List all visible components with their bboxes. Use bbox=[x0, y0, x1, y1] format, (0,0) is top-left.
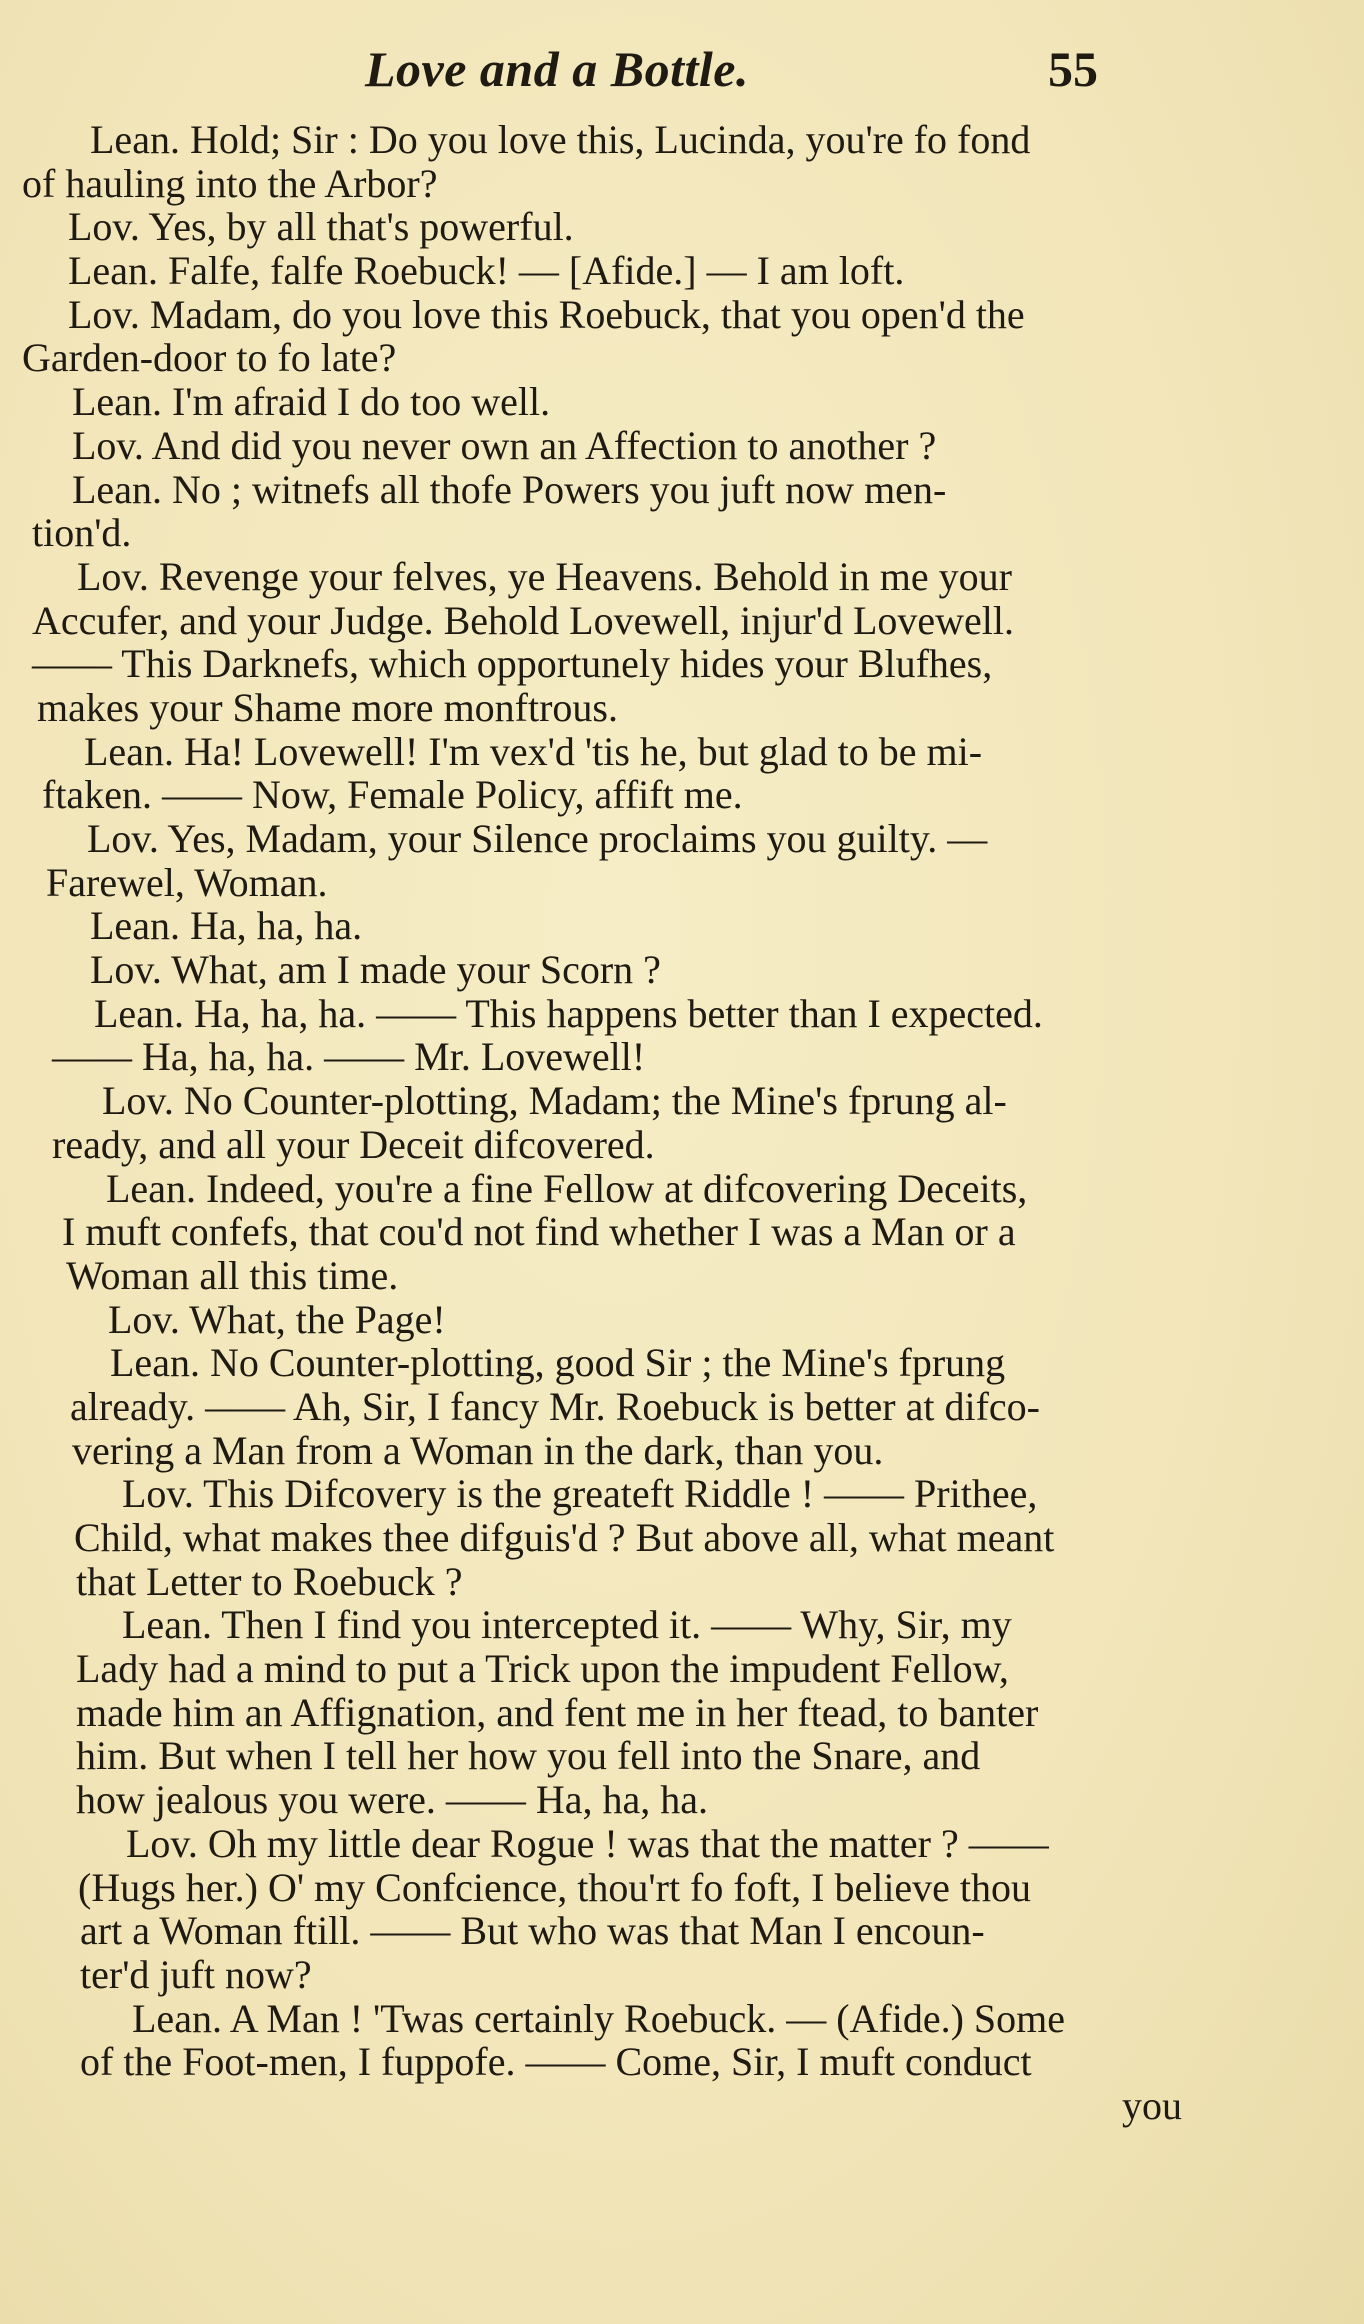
text-line: made him an Affignation, and fent me in her ftead, to banter bbox=[76, 1689, 1039, 1735]
text-line: of the Foot-men, I fuppofe. —— Come, Sir, I muft conduct bbox=[80, 2039, 1032, 2085]
running-title: Love and a Bottle. bbox=[365, 41, 749, 97]
text-line: Lean. Falfe, falfe Roebuck! — [Afide.] — I am loft. bbox=[68, 248, 905, 294]
text-line: how jealous you were. —— Ha, ha, ha. bbox=[76, 1777, 709, 1823]
text-line: Lean. Indeed, you're a fine Fellow at difcovering Deceits, bbox=[106, 1165, 1028, 1211]
text-line: makes your Shame more monftrous. bbox=[37, 684, 618, 730]
text-line: ready, and all your Deceit difcovered. bbox=[52, 1121, 655, 1167]
text-line: art a Woman ftill. —— But who was that Man I encoun- bbox=[80, 1908, 985, 1954]
text-line: Lov. Yes, Madam, your Silence proclaims you guilty. — bbox=[87, 816, 988, 861]
text-line: Garden-door to fo late? bbox=[22, 335, 397, 381]
text-line: you bbox=[1122, 2082, 1182, 2128]
play-text bbox=[22, 118, 1182, 2128]
text-line: Lean. Ha, ha, ha. —— This happens better than I expected. bbox=[94, 990, 1043, 1036]
text-line: Lov. And did you never own an Affection to another ? bbox=[72, 422, 937, 468]
text-line: ftaken. —— Now, Female Policy, affift me. bbox=[42, 772, 743, 818]
text-line: Lean. A Man ! 'Twas certainly Roebuck. — (Afide.) Some bbox=[132, 1995, 1066, 2041]
page-header bbox=[0, 40, 1364, 110]
text-line: Lov. Revenge your felves, ye Heavens. Behold in me your bbox=[77, 553, 1012, 599]
text-line: Lov. What, the Page! bbox=[108, 1296, 446, 1342]
text-line: Lov. What, am I made your Scorn ? bbox=[90, 947, 661, 993]
text-line: (Hugs her.) O' my Confcience, thou'rt fo foft, I believe thou bbox=[78, 1864, 1032, 1910]
text-line: Farewel, Woman. bbox=[46, 859, 328, 905]
text-line: vering a Man from a Woman in the dark, than you. bbox=[72, 1427, 884, 1473]
text-line: —— This Darknefs, which opportunely hides your Blufhes, bbox=[32, 641, 993, 687]
text-line: Lean. No ; witnefs all thofe Powers you juft now men- bbox=[72, 466, 947, 512]
text-line: Accufer, and your Judge. Behold Lovewell, injur'd Lovewell. bbox=[32, 597, 1014, 643]
text-line: Lean. No Counter-plotting, good Sir ; the Mine's fprung bbox=[110, 1340, 1006, 1386]
text-line: that Letter to Roebuck ? bbox=[76, 1558, 463, 1604]
text-line: already. —— Ah, Sir, I fancy Mr. Roebuck is better at difco- bbox=[70, 1383, 1040, 1429]
text-line: Lean. I'm afraid I do too well. bbox=[72, 379, 551, 425]
text-line: Lov. This Difcovery is the greateft Riddle ! —— Prithee, bbox=[122, 1471, 1038, 1517]
text-line: Woman all this time. bbox=[66, 1252, 399, 1298]
text-line: Lov. Madam, do you love this Roebuck, that you open'd the bbox=[68, 291, 1025, 337]
text-line: —— Ha, ha, ha. —— Mr. Lovewell! bbox=[52, 1034, 646, 1080]
text-line: tion'd. bbox=[32, 510, 132, 556]
text-line: Lov. Oh my little dear Rogue ! was that the matter ? —— bbox=[126, 1820, 1049, 1866]
text-line: Lov. No Counter-plotting, Madam; the Mine's fprung al- bbox=[102, 1078, 1007, 1124]
text-line: Lov. Yes, by all that's powerful. bbox=[68, 204, 574, 250]
text-line: Lean. Ha, ha, ha. bbox=[90, 903, 363, 949]
text-line: of hauling into the Arbor? bbox=[22, 160, 438, 206]
text-line: Lean. Then I find you intercepted it. —— Why, Sir, my bbox=[122, 1602, 1012, 1648]
text-line: him. But when I tell her how you fell into the Snare, and bbox=[76, 1733, 981, 1779]
text-line: Lean. Ha! Lovewell! I'm vex'd 'tis he, but glad to be mi- bbox=[84, 728, 983, 774]
text-line: ter'd juft now? bbox=[80, 1951, 312, 1997]
text-line: I muft confefs, that cou'd not find whether I was a Man or a bbox=[62, 1209, 1016, 1255]
page-number: 55 bbox=[1048, 41, 1098, 97]
text-line: Lean. Hold; Sir : Do you love this, Lucinda, you're fo fond bbox=[90, 117, 1031, 162]
text-line: Lady had a mind to put a Trick upon the impudent Fellow, bbox=[76, 1646, 1009, 1692]
text-line: Child, what makes thee difguis'd ? But above all, what meant bbox=[74, 1515, 1055, 1560]
